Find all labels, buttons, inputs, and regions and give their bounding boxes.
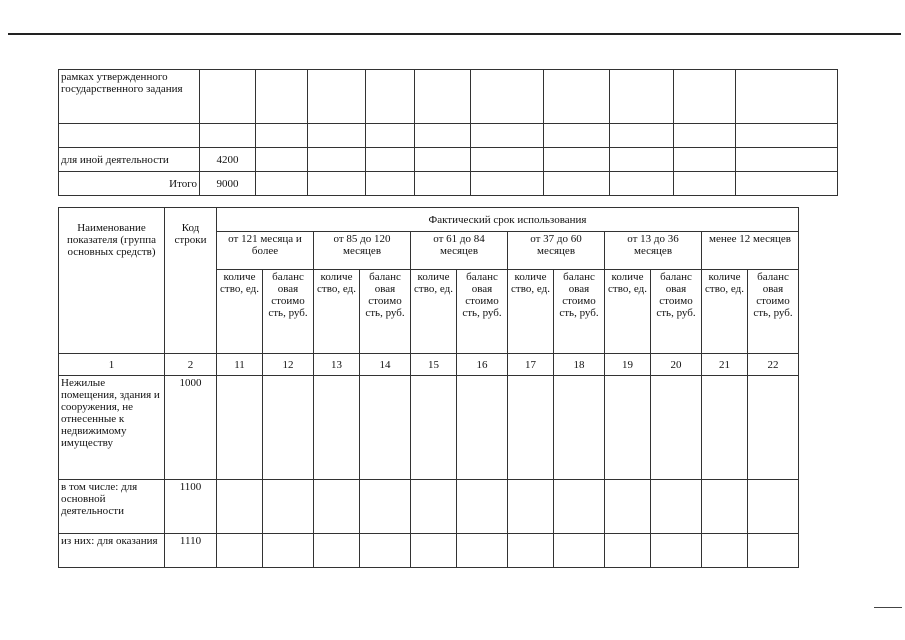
- table-row: [59, 148, 838, 172]
- value-header: баланс овая стоимо сть, руб.: [457, 270, 508, 354]
- row-name: [59, 124, 200, 148]
- row-code: [200, 70, 256, 124]
- period-header: от 121 месяца и более: [217, 232, 314, 270]
- row-code: [200, 124, 256, 148]
- value-header: баланс овая стоимо сть, руб.: [554, 270, 605, 354]
- value-header: баланс овая стоимо сть, руб.: [263, 270, 314, 354]
- qty-header: количе ство, ед.: [605, 270, 651, 354]
- column-number: 1: [59, 354, 165, 376]
- header-row: [59, 208, 799, 232]
- column-number: 12: [263, 354, 314, 376]
- top-rule: [8, 33, 901, 35]
- qty-header: количе ство, ед.: [702, 270, 748, 354]
- table-row: [59, 172, 838, 196]
- column-number: 15: [411, 354, 457, 376]
- column-number: 22: [748, 354, 799, 376]
- period-header: от 61 до 84 месяцев: [411, 232, 508, 270]
- row-name: в том числе: для основной деятельности: [59, 480, 165, 534]
- row-code: 1110: [165, 534, 217, 568]
- column-number: 19: [605, 354, 651, 376]
- row-name: Нежилые помещения, здания и сооружения, не отнесенные к недвижимому имуществу: [59, 376, 165, 480]
- column-number: 2: [165, 354, 217, 376]
- period-header: от 13 до 36 месяцев: [605, 232, 702, 270]
- header-usage-period: Фактический срок использования: [217, 208, 799, 232]
- row-name: из них: для оказания: [59, 534, 165, 568]
- row-code: 9000: [200, 172, 256, 196]
- row-code: 1000: [165, 376, 217, 480]
- row-name: рамках утвержденного государственного задания: [59, 70, 200, 124]
- usage-period-table: [58, 207, 799, 568]
- column-number: 16: [457, 354, 508, 376]
- table-row: [59, 70, 838, 124]
- header-name: Наименование показателя (группа основных средств): [59, 208, 165, 354]
- value-header: баланс овая стоимо сть, руб.: [360, 270, 411, 354]
- table-row: [59, 534, 799, 568]
- value-header: баланс овая стоимо сть, руб.: [651, 270, 702, 354]
- qty-header: количе ство, ед.: [411, 270, 457, 354]
- row-name: для иной деятельности: [59, 148, 200, 172]
- column-number-row: [59, 354, 799, 376]
- total-label: Итого: [59, 172, 200, 196]
- table-row: [59, 376, 799, 480]
- column-number: 11: [217, 354, 263, 376]
- period-header: от 37 до 60 месяцев: [508, 232, 605, 270]
- period-header: от 85 до 120 месяцев: [314, 232, 411, 270]
- header-code: Код строки: [165, 208, 217, 354]
- column-number: 18: [554, 354, 605, 376]
- continuation-table: [58, 69, 838, 196]
- row-code: 1100: [165, 480, 217, 534]
- qty-header: количе ство, ед.: [217, 270, 263, 354]
- value-header: баланс овая стоимо сть, руб.: [748, 270, 799, 354]
- column-number: 21: [702, 354, 748, 376]
- table-row: [59, 480, 799, 534]
- column-number: 17: [508, 354, 554, 376]
- row-code: 4200: [200, 148, 256, 172]
- qty-header: количе ство, ед.: [508, 270, 554, 354]
- column-number: 14: [360, 354, 411, 376]
- table-row: [59, 124, 838, 148]
- period-header: менее 12 месяцев: [702, 232, 799, 270]
- column-number: 20: [651, 354, 702, 376]
- page-edge-mark: [874, 607, 902, 608]
- qty-header: количе ство, ед.: [314, 270, 360, 354]
- column-number: 13: [314, 354, 360, 376]
